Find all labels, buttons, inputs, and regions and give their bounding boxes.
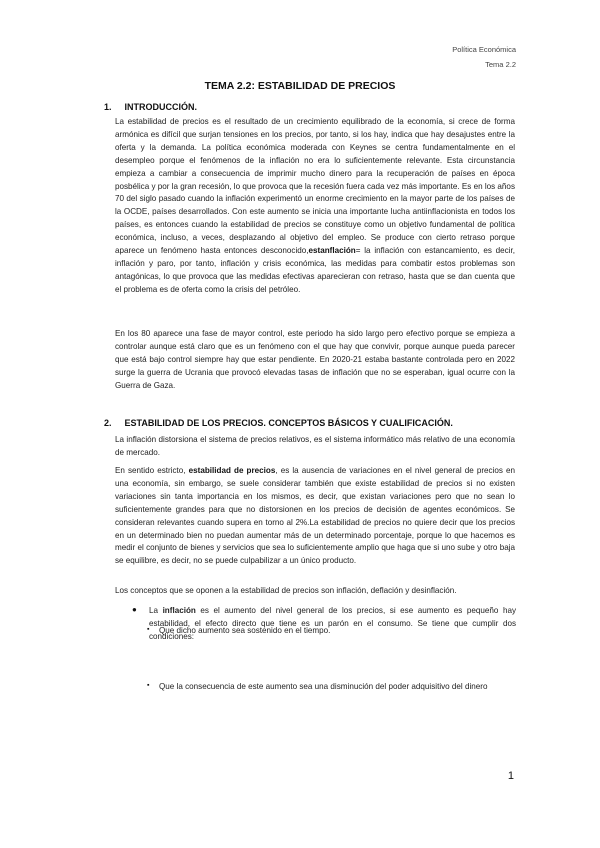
- header-topic: Tema 2.2: [485, 60, 516, 69]
- sub-bullet-icon: ▪: [147, 626, 150, 633]
- bullet-icon: ●: [132, 605, 137, 614]
- section-2-number: 2.: [104, 418, 112, 428]
- section-1-title: INTRODUCCIÓN.: [124, 102, 198, 112]
- paragraph-text: En sentido estricto,: [115, 466, 189, 475]
- page-header: [452, 42, 516, 72]
- section-1-heading: [104, 102, 197, 112]
- sub-bullet-item-2: Que la consecuencia de este aumento sea una disminución del poder adquisitivo del dinero: [159, 682, 488, 691]
- paragraph-text: La estabilidad de precios es el resultado de un crecimiento equilibrado de la economía, si crece de forma armónica es difícil que surjan tensiones en los precios, por tanto, si los hay, indica que hay desajustes entre la oferta y la demanda. La política económica moderada con Keynes se centra fundamentalmente en el desempleo porque el fenómenos de la inflación no era lo suficientemente relevante. Esta circunstancia empieza a cambiar a consecuencia de imprimir mucho dinero para la recuperación de países en época posbélica y por la gran recesión, lo que provoca que la recesión fuera cada vez más importante. Es en los años 70 del siglo pasado cuando la inflación experimentó un enorme crecimiento en la mayor parte de los países de la OCDE, países desarrollados. Con este aumento se inicia una importante lucha antiinflacionista en todos los países, es entonces cuando la estabilidad de precios se constituye como un objetivo fundamental de política económica, incluso, a veces, desplazando al objetivo del empleo. Se produce con cierto retraso porque aparece un fenómeno hasta entonces desconocido,: [115, 117, 515, 256]
- bullet-text: es el aumento del nivel general de los precios, si ese aumento es pequeño hay estabilidad, el efecto directo que tiene es un parón en el consumo. Se tiene que cumplir dos condiciones:: [149, 606, 516, 641]
- section-2-paragraph-1: La inflación distorsiona el sistema de precios relativos, es el sistema informático más relativo de una economía de mercado.: [115, 435, 515, 457]
- header-course: Política Económica: [452, 45, 516, 54]
- section-2-paragraph-3: Los conceptos que se oponen a la estabilidad de precios son inflación, deflación y desinflación.: [115, 586, 457, 595]
- bold-term-inflacion: inflación: [162, 606, 196, 615]
- section-1-paragraph-2: En los 80 aparece una fase de mayor control, este periodo ha sido largo pero efectivo porque se empieza a controlar aunque está claro que es un fenómeno con el que hay que convivir, porque aunque pueda parecer que está bajo control siempre hay que estar pendiente. En 2020-21 estaba bastante controlada pero en 2022 surge la guerra de Ucrania que provocó elevadas tasas de inflación que no se esperaban, igual ocurre con la Guerra de Gaza.: [115, 329, 515, 390]
- paragraph-text: = la inflación con estancamiento, es decir, inflación y paro, por tanto, inflación y crisis económica, las medidas para combatir estos problemas son antagónicas, lo que provoca que las medidas efectivas aparecieran con retraso, hasta que se dan cuenta que el problema es de oferta como la crisis del petróleo.: [115, 246, 516, 294]
- page-number: 1: [507, 770, 514, 782]
- section-1-paragraph-1: [115, 116, 515, 297]
- paragraph-text: , es la ausencia de variaciones en el nivel general de precios en una economía, sin embargo, se suele considerar también que existe estabilidad de precios si no existen variaciones sin tanta importancia en los mismos, es decir, que existan variaciones pero que no sean lo suficientemente grandes para que no distorsionen en los precios de decisión de agentes económicos. Se consideran relevantes cuando supera en torno al 2%.La estabilidad de precios no quiere decir que los precios en un determinado bien no puedan aumentar más de un determinado porcentaje, porque lo que hacemos es medir el conjunto de bienes y servicios que sea lo suficientemente amplio que haga que si uno sube y otro baja se equilibre, es decir, no se puede culpabilizar a un único producto.: [115, 466, 516, 566]
- bullet-text: La: [149, 606, 163, 615]
- bold-term-estabilidad: estabilidad de precios: [188, 466, 276, 475]
- section-2-heading: [104, 418, 453, 428]
- section-2-paragraph-2: [115, 465, 515, 568]
- section-1-number: 1.: [104, 102, 112, 112]
- bold-term-estanflacion: estanflación: [308, 246, 356, 256]
- sub-bullet-item-1: Que dicho aumento sea sostenido en el tiempo.: [159, 626, 331, 635]
- sub-bullet-icon: ▪: [147, 682, 150, 689]
- section-2-title: ESTABILIDAD DE LOS PRECIOS. CONCEPTOS BÁSICOS Y CUALIFICACIÓN.: [124, 418, 453, 428]
- document-title: TEMA 2.2: ESTABILIDAD DE PRECIOS: [204, 80, 396, 92]
